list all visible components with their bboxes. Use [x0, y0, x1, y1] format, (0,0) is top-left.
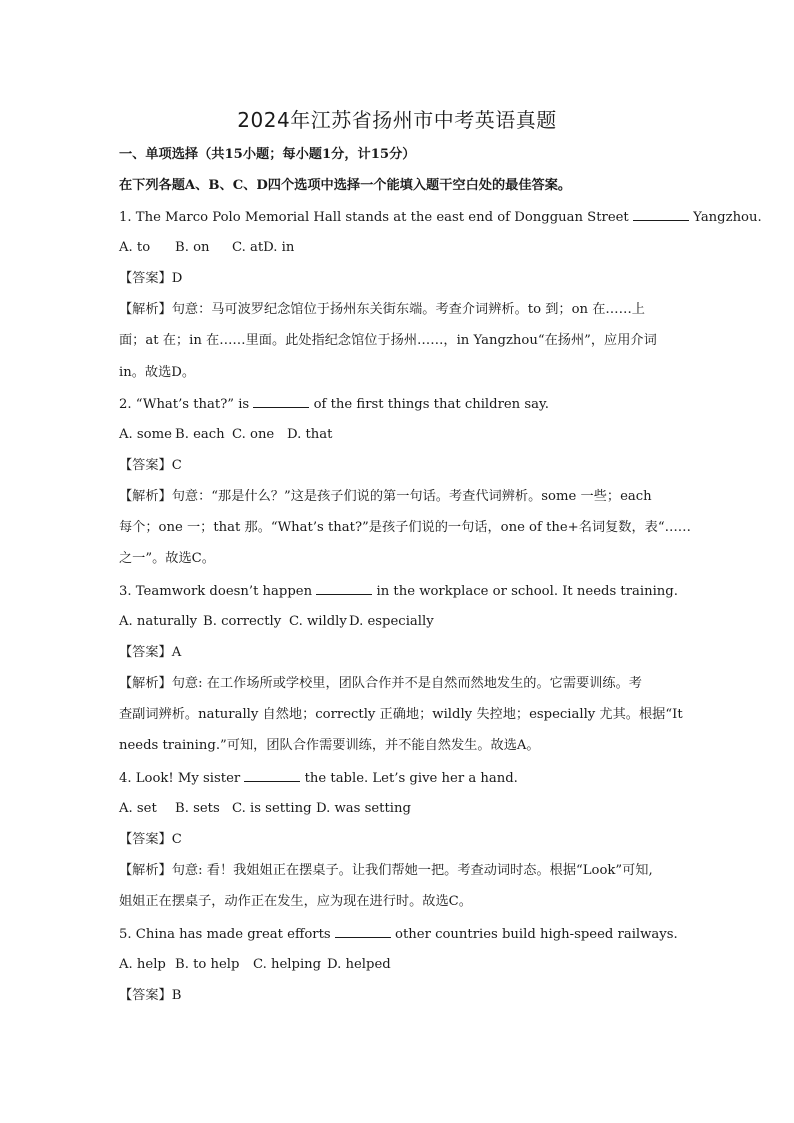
analysis-line: 查副词辨析。naturally 自然地；correctly 正确地；wildly 失控地；especially 尤其。根据“It	[119, 707, 683, 722]
question-options	[119, 800, 679, 818]
analysis-line: 【解析】句意: 在工作场所或学校里，团队合作并不是自然而然地发生的。它需要训练。考	[119, 676, 642, 691]
option-a: A. set	[119, 801, 157, 816]
answer-blank	[316, 582, 372, 595]
question-stem	[119, 925, 679, 944]
stem-before: 3. Teamwork doesn’t happen	[119, 584, 313, 599]
stem-after: in the workplace or school. It needs training.	[376, 584, 678, 599]
analysis-line: 面；at 在；in 在……里面。此处指纪念馆位于扬州……，in Yangzhou“在扬州”，应用介词	[119, 333, 657, 348]
option-d: D. especially	[349, 614, 434, 629]
stem-before: 2. “What’s that?” is	[119, 397, 250, 412]
analysis-line: 【解析】句意：“那是什么？”这是孩子们说的第一句话。考查代词辨析。some 一些；each	[119, 489, 652, 504]
section-instruction: 在下列各题A、B、C、D四个选项中选择一个能填入题干空白处的最佳答案。	[119, 178, 572, 193]
question-stem	[119, 208, 762, 227]
answer-line: 【答案】B	[119, 988, 182, 1003]
answer-blank	[253, 395, 309, 408]
option-c: C. one	[232, 427, 275, 442]
analysis-line: 【解析】句意：马可波罗纪念馆位于扬州东关街东端。考查介词辨析。to 到；on 在……上	[119, 302, 645, 317]
option-a: A. to	[119, 240, 151, 255]
option-a: A. naturally	[119, 614, 198, 629]
option-d: D. helped	[327, 957, 391, 972]
question-stem	[119, 769, 679, 788]
option-a: A. some	[119, 427, 172, 442]
question-options	[119, 613, 679, 631]
question-stem	[119, 582, 679, 601]
answer-blank	[633, 208, 689, 221]
option-c: C. at	[232, 240, 264, 255]
analysis-line: 姐姐正在摆桌子，动作正在发生，应为现在进行时。故选C。	[119, 894, 472, 909]
analysis-line: 每个；one 一；that 那。“What’s that?”是孩子们说的一句话，one of the+名词复数，表“……	[119, 520, 691, 535]
option-d: D. that	[287, 427, 333, 442]
question-stem	[119, 395, 679, 414]
analysis-line: needs training.”可知，团队合作需要训练，并不能自然发生。故选A。	[119, 738, 540, 753]
option-c: C. helping	[253, 957, 322, 972]
option-c: C. wildly	[289, 614, 347, 629]
stem-after: the table. Let’s give her a hand.	[304, 771, 518, 786]
stem-before: 4. Look! My sister	[119, 771, 241, 786]
question-options	[119, 426, 679, 444]
option-c: C. is setting	[232, 801, 312, 816]
answer-line: 【答案】A	[119, 645, 182, 660]
page-title: 2024年江苏省扬州市中考英语真题	[237, 108, 557, 132]
question-options	[119, 956, 679, 974]
section-heading: 一、单项选择（共15小题；每小题1分，计15分）	[119, 147, 416, 162]
answer-blank	[335, 925, 391, 938]
stem-after: Yangzhou.	[693, 210, 762, 225]
answer-blank	[244, 769, 300, 782]
stem-after: other countries build high-speed railways.	[395, 927, 678, 942]
option-b: B. on	[175, 240, 210, 255]
option-d: D. in	[263, 240, 295, 255]
stem-after: of the first things that children say.	[313, 397, 549, 412]
analysis-line: 之一”。故选C。	[119, 551, 215, 566]
option-d: D. was setting	[316, 801, 411, 816]
answer-line: 【答案】D	[119, 271, 183, 286]
answer-line: 【答案】C	[119, 458, 182, 473]
analysis-line: 【解析】句意: 看！我姐姐正在摆桌子。让我们帮她一把。考查动词时态。根据“Look”可知,	[119, 863, 653, 878]
option-b: B. correctly	[203, 614, 282, 629]
analysis-line: in。故选D。	[119, 365, 196, 380]
option-b: B. each	[175, 427, 225, 442]
option-a: A. help	[119, 957, 166, 972]
option-b: B. to help	[175, 957, 240, 972]
stem-before: 1. The Marco Polo Memorial Hall stands at the east end of Dongguan Street	[119, 210, 629, 225]
stem-before: 5. China has made great efforts	[119, 927, 331, 942]
answer-line: 【答案】C	[119, 832, 182, 847]
question-options	[119, 239, 679, 257]
option-b: B. sets	[175, 801, 220, 816]
